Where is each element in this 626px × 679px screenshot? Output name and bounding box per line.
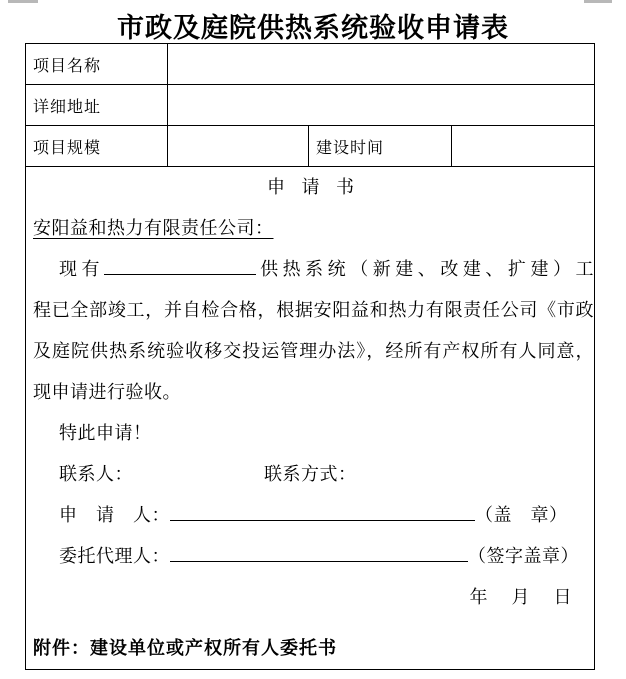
project-scale-value-cell[interactable] (168, 126, 309, 167)
form-table (25, 43, 595, 670)
page-crop-artifact-right (584, 0, 612, 3)
project-name-value-cell[interactable] (168, 44, 595, 85)
agent-line (33, 536, 594, 577)
construction-time-label: 建设时间 (309, 126, 452, 167)
page-crop-artifact-left (8, 0, 38, 3)
applicant-signature-blank[interactable] (170, 499, 475, 521)
construction-time-value-cell[interactable] (452, 126, 595, 167)
paragraph-line-2: 程已全部竣工，并自检合格，根据安阳益和热力有限责任公司《市政 (33, 300, 595, 320)
application-body-cell (26, 167, 595, 670)
attachment-note: 附件：建设单位或产权所有人委托书 (33, 638, 337, 658)
applicant-line (33, 495, 594, 536)
contact-line (33, 454, 594, 495)
contact-person-label: 联系人： (59, 464, 133, 484)
applicant-label: 申 请 人： (59, 505, 170, 525)
paragraph-line-1-suffix: 供热系统（新建、改建、扩建）工 (256, 259, 595, 279)
date-line: 年 月 日 (469, 587, 573, 607)
agent-signature-blank[interactable] (170, 540, 468, 562)
table-row-address (26, 85, 595, 126)
addressee-line (33, 208, 594, 249)
paragraph-line-1-prefix: 现有 (59, 259, 105, 279)
paragraph-line-1 (33, 249, 594, 290)
page-title: 市政及庭院供热系统验收申请表 (117, 13, 509, 43)
contact-method-label: 联系方式： (264, 464, 357, 484)
applicant-seal-note: （盖 章） (475, 505, 568, 525)
application-heading: 申 请 书 (267, 177, 361, 197)
agent-label: 委托代理人： (59, 546, 170, 566)
hereby-apply-line: 特此申请！ (59, 423, 152, 443)
table-row-project-name (26, 44, 595, 85)
heating-system-name-blank[interactable] (104, 253, 256, 275)
project-scale-label: 项目规模 (26, 126, 168, 167)
paragraph-line-3: 及庭院供热系统验收移交投运管理办法》，经所有产权所有人同意， (33, 341, 595, 361)
agent-seal-note: （签字盖章） (468, 546, 579, 566)
address-value-cell[interactable] (168, 85, 595, 126)
addressee-text: 安阳益和热力有限责任公司： (33, 218, 274, 238)
address-label: 详细地址 (26, 85, 168, 126)
table-row-scale-time (26, 126, 595, 167)
paragraph-line-4: 现申请进行验收。 (33, 382, 181, 402)
table-row-application-body (26, 167, 595, 670)
project-name-label: 项目名称 (26, 44, 168, 85)
